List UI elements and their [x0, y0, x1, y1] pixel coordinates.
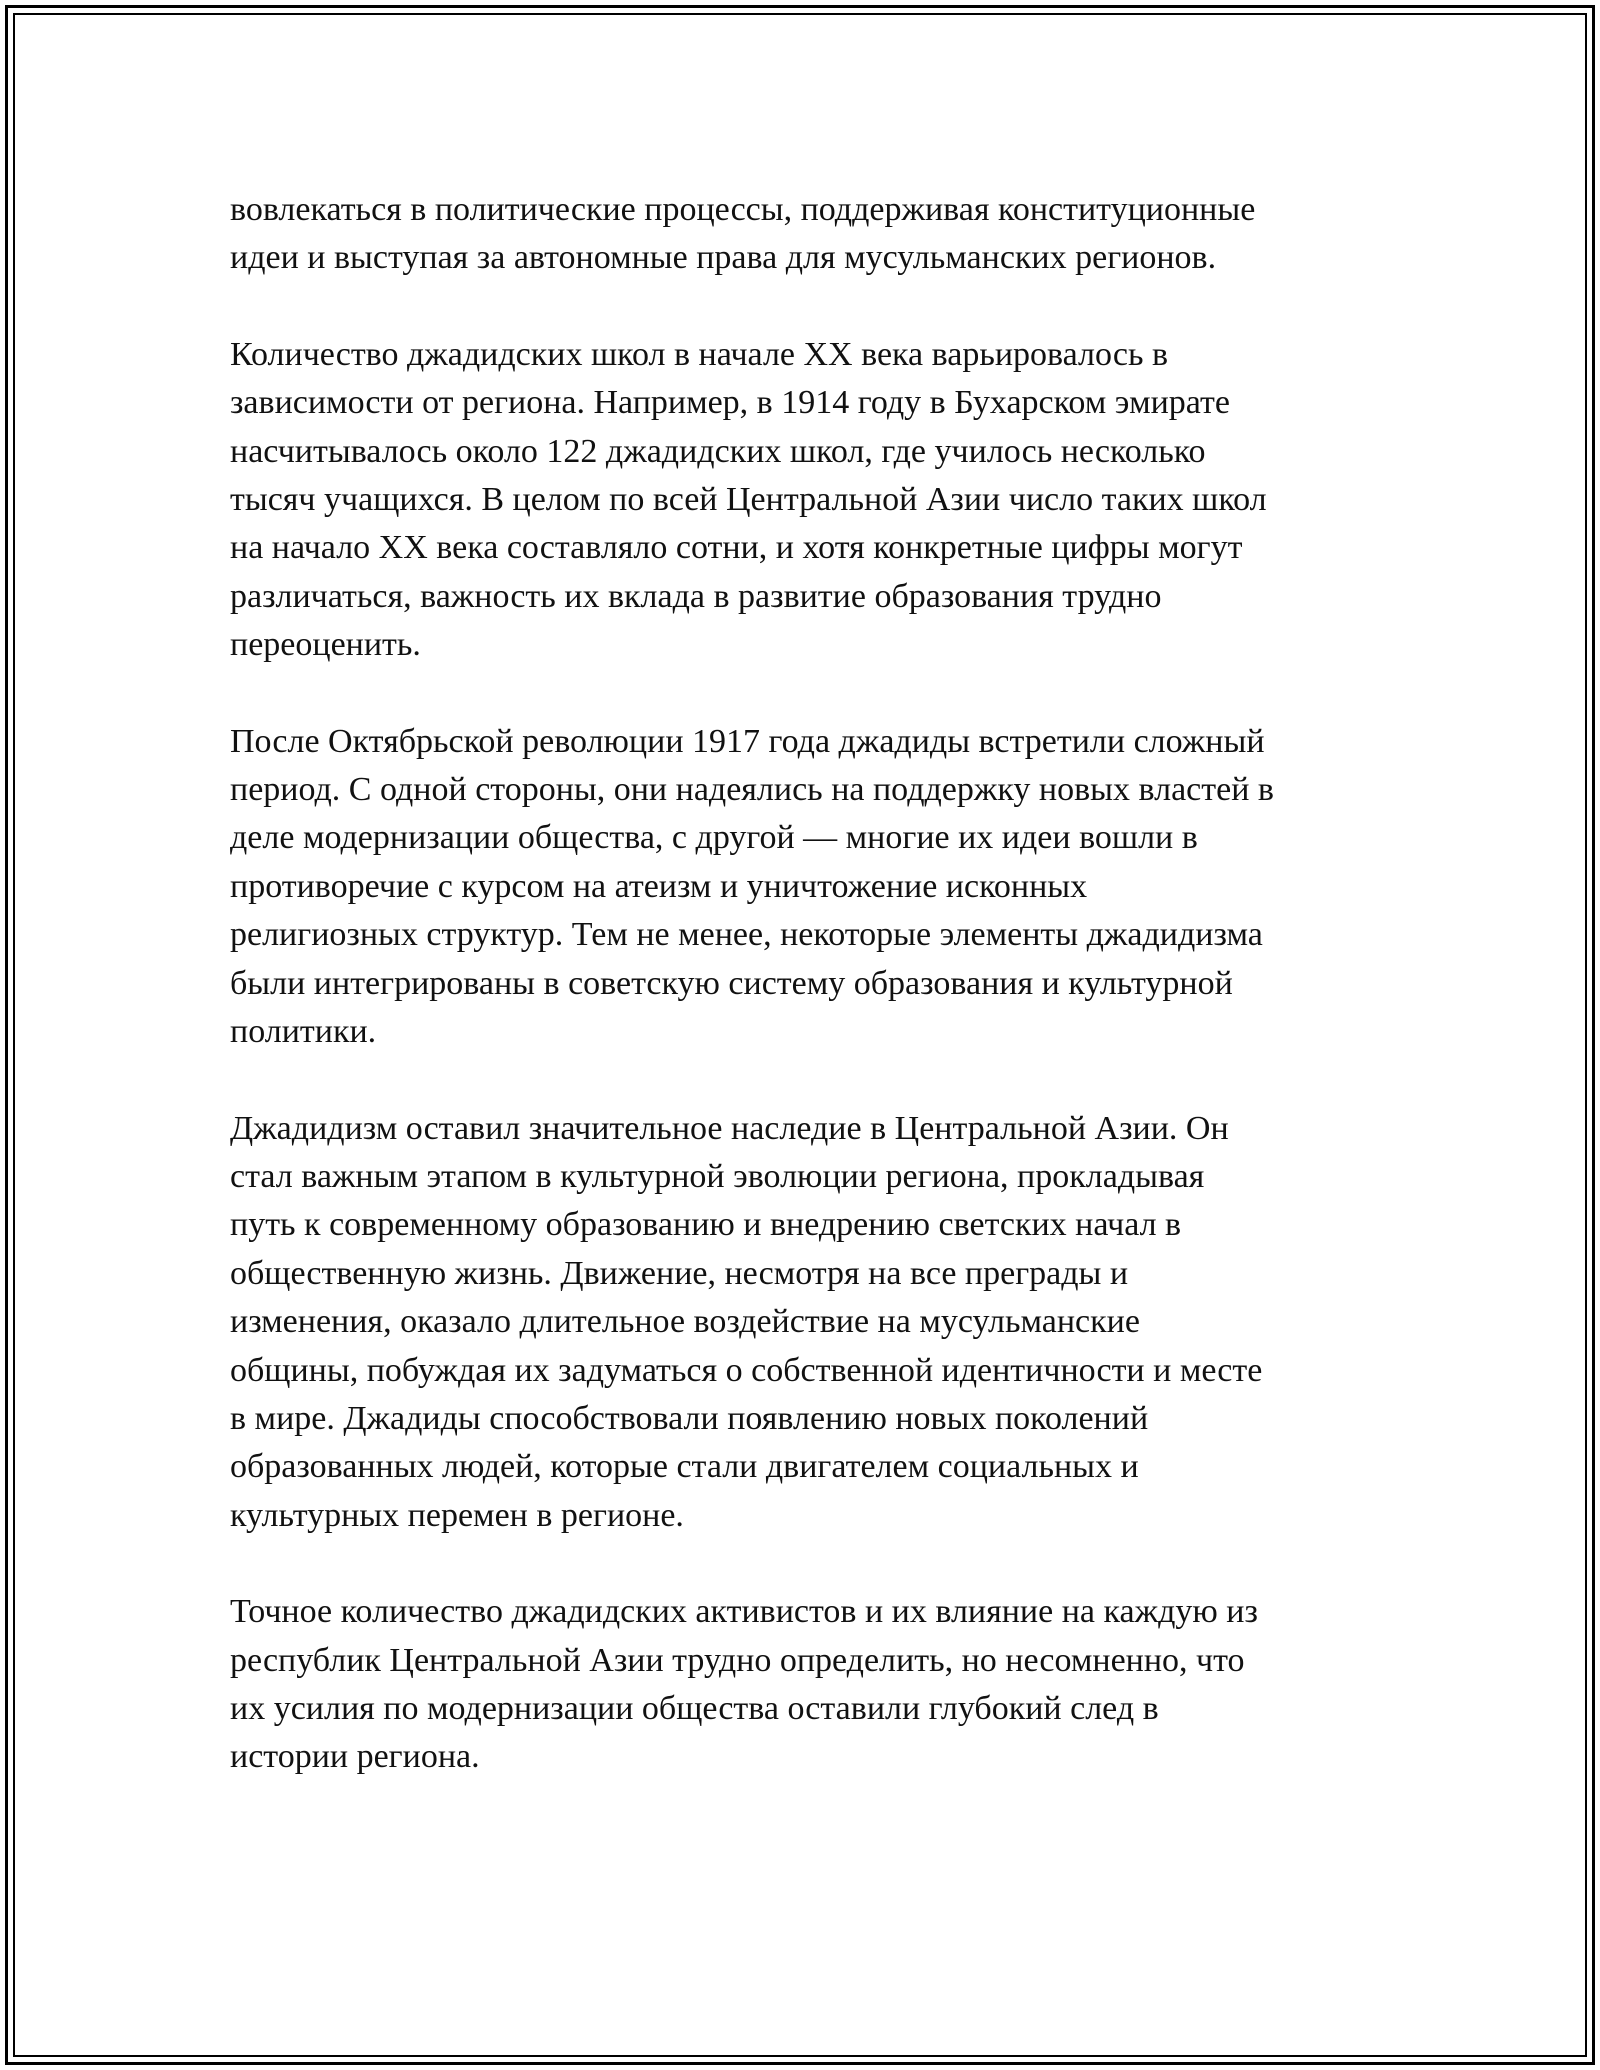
paragraph-school-count: Количество джадидских школ в начале XX века варьировалось в зависимости от региона. Например, в 1914 году в Бухарском эмирате насчитывалось около 122 джадидских школ, где училось несколько тысяч учащихся. В целом по всей Центральной Азии число таких школ на начало XX века составляло сотни, и хотя конкретные цифры могут различаться, важность их вклада в развитие образования трудно переоценить. — [230, 335, 1267, 664]
paragraph-after-revolution: После Октябрьской революции 1917 года джадиды встретили сложный период. С одной стороны, они надеялись на поддержку новых властей в деле модернизации общества, с другой — многие их идеи вошли в противоречие с курсом на атеизм и уничтожение исконных религиозных структур. Тем не менее, некоторые элементы джадидизма были интегрированы в советскую систему образования и культурной политики. — [230, 722, 1274, 1051]
paragraph-legacy: Джадидизм оставил значительное наследие в Центральной Азии. Он стал важным этапом в культурной эволюции региона, прокладывая путь к современному образованию и внедрению светских начал в общественную жизнь. Движение, несмотря на все преграды и изменения, оказало длительное воздействие на мусульманские общины, побуждая их задуматься о собственной идентичности и месте в мире. Джадиды способствовали появлению новых поколений образованных людей, которые стали двигателем социальных и культурных перемен в регионе. — [230, 1109, 1263, 1534]
paragraph-political-involvement: вовлекаться в политические процессы, поддерживая конституционные идеи и выступая за автономные права для мусульманских регионов. — [230, 191, 1256, 277]
paragraph-conclusion: Точное количество джадидских активистов и их влияние на каждую из республик Центральной Азии трудно определить, но несомненно, что их усилия по модернизации общества оставили глубокий след в истории региона. — [230, 1593, 1258, 1776]
document-body — [230, 186, 1390, 1830]
